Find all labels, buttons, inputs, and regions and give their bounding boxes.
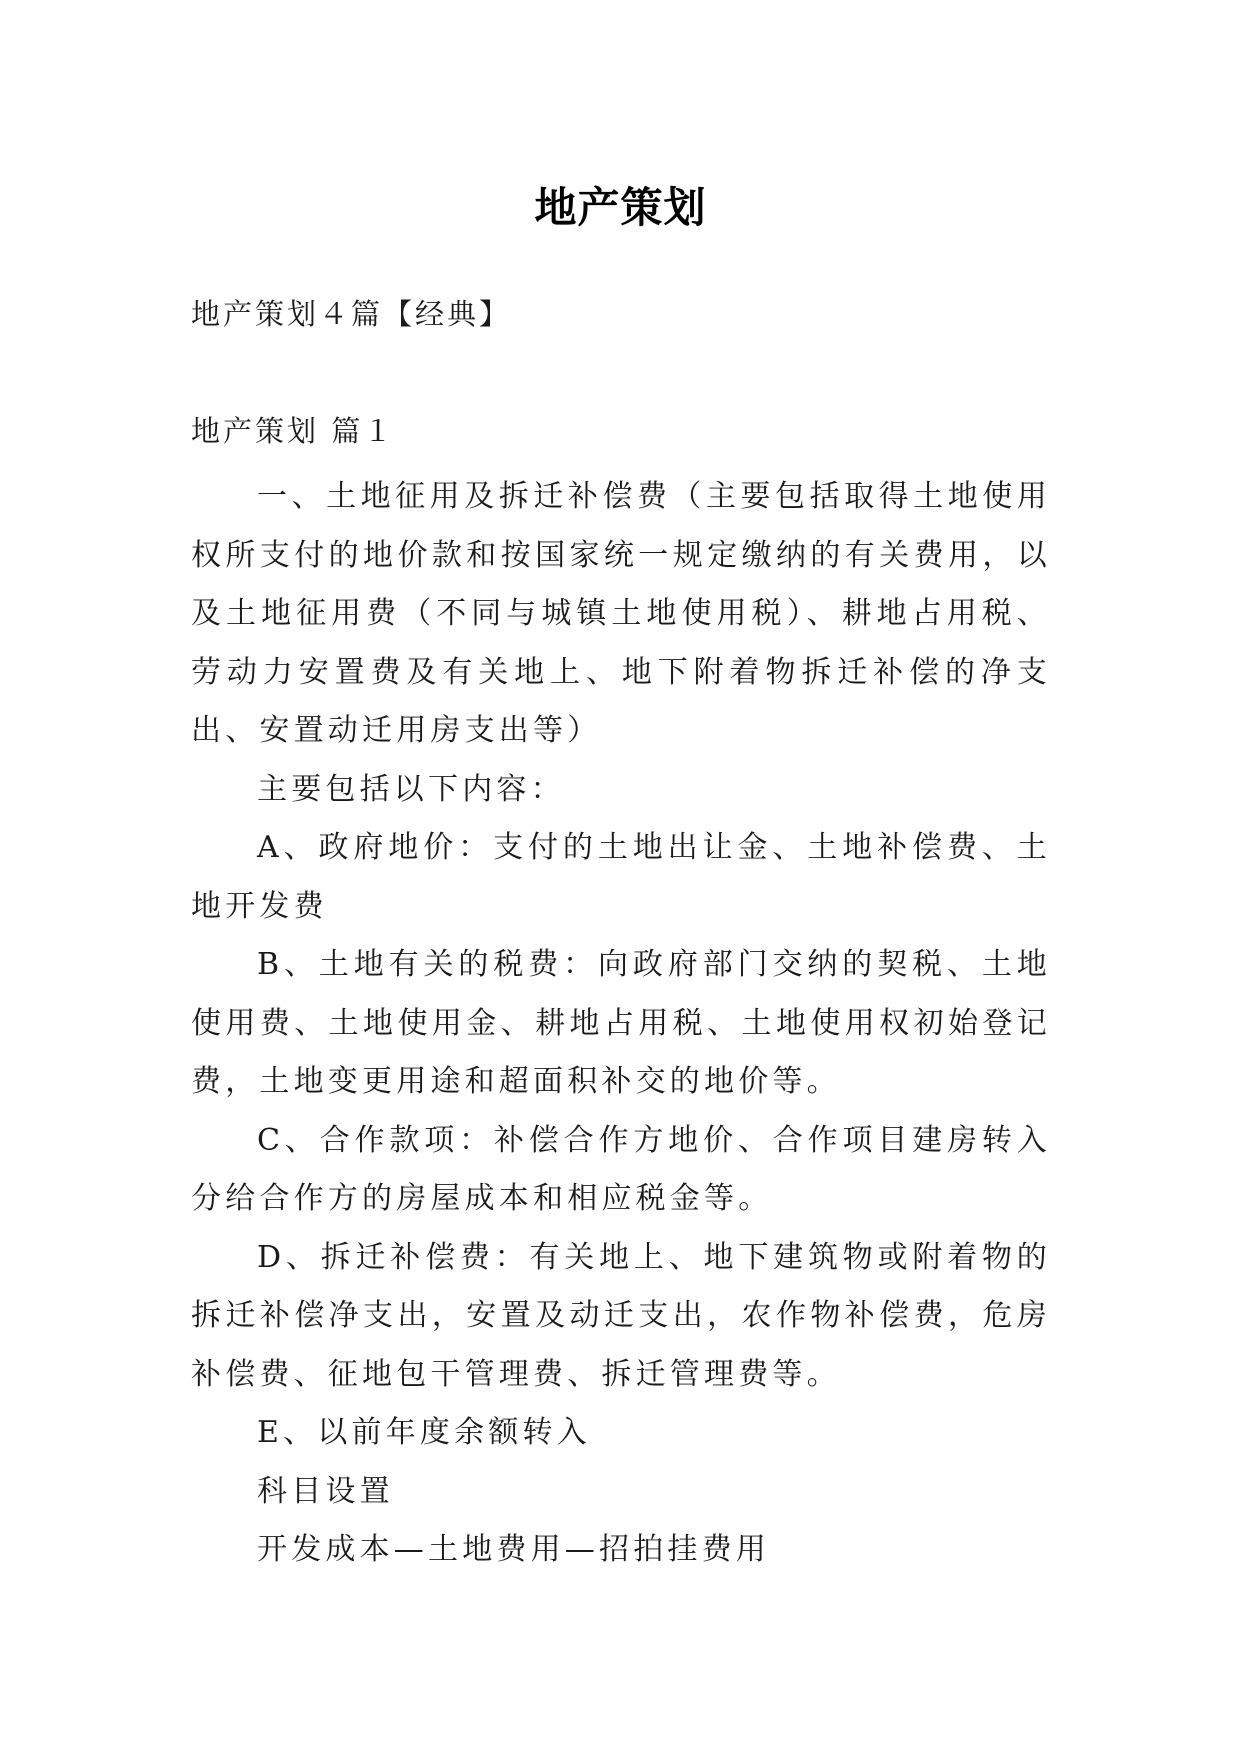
paragraph-item-a: A、政府地价：支付的土地出让金、土地补偿费、土地开发费	[191, 830, 1051, 924]
paragraph-account-path: 开发成本—土地费用—招拍挂费用	[257, 1532, 770, 1567]
paragraph-main-contents: 主要包括以下内容：	[257, 771, 565, 807]
paragraph-account-setup: 科目设置	[257, 1473, 394, 1509]
document-title: 地产策划	[534, 183, 707, 233]
document-body	[191, 468, 1051, 1580]
document-subtitle: 地产策划４篇【经典】	[191, 297, 512, 331]
paragraph-item-d: D、拆迁补偿费：有关地上、地下建筑物或附着物的拆迁补偿净支出，安置及动迁支出，农作物补偿费，危房补偿费、征地包干管理费、拆迁管理费等。	[191, 1239, 1051, 1392]
paragraph-land-acquisition: 一、土地征用及拆迁补偿费（主要包括取得土地使用权所支付的地价款和按国家统一规定缴纳的有关费用，以及土地征用费（不同与城镇土地使用税）、耕地占用税、劳动力安置费及有关地上、地下附着物拆迁补偿的净支出、安置动迁用房支出等）	[191, 479, 1051, 748]
paragraph-item-c: C、合作款项：补偿合作方地价、合作项目建房转入分给合作方的房屋成本和相应税金等。	[191, 1122, 1051, 1216]
section-heading: 地产策划 篇１	[191, 414, 396, 448]
paragraph-item-b: B、土地有关的税费：向政府部门交纳的契税、土地使用费、土地使用金、耕地占用税、土地使用权初始登记费，土地变更用途和超面积补交的地价等。	[191, 947, 1051, 1099]
paragraph-item-e: E、以前年度余额转入	[257, 1415, 591, 1450]
